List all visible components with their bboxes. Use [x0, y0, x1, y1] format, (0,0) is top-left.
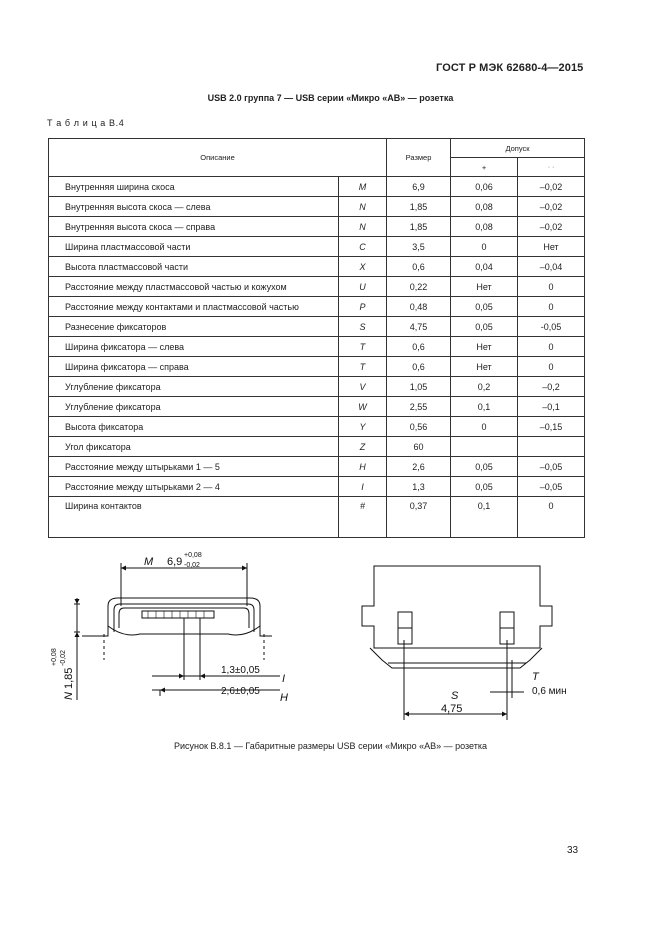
h-dimension-label: H	[280, 692, 288, 704]
row-tolerance-minus: -0,05	[518, 317, 585, 337]
row-description: Расстояние между контактами и пластмассовой частью	[49, 297, 339, 317]
row-tolerance-plus: 0,05	[451, 477, 518, 497]
section-title: USB 2.0 группа 7 — USB серии «Микро «АВ» — розетка	[207, 93, 454, 103]
header-tolerance: Допуск	[451, 139, 585, 158]
s-dimension-label: S	[451, 690, 459, 702]
header-description: Описание	[49, 139, 387, 177]
row-description: Углубление фиксатора	[49, 397, 339, 417]
row-description: Угол фиксатора	[49, 437, 339, 457]
header-minus: · ·	[518, 158, 585, 177]
row-symbol: N	[339, 217, 387, 237]
row-tolerance-minus: –0,04	[518, 257, 585, 277]
row-symbol: V	[339, 377, 387, 397]
s-dimension-value: 4,75	[441, 703, 463, 715]
row-tolerance-minus: 0	[518, 337, 585, 357]
row-tolerance-minus: 0	[518, 497, 585, 538]
row-tolerance-plus: 0,05	[451, 317, 518, 337]
row-tolerance-minus: –0,05	[518, 477, 585, 497]
row-symbol: S	[339, 317, 387, 337]
n-value: 1,85	[63, 667, 75, 689]
page-number: 33	[567, 845, 579, 856]
row-symbol: W	[339, 397, 387, 417]
i-dimension-value: 1,3±0,05	[221, 665, 260, 676]
row-tolerance-plus: 0,1	[451, 497, 518, 538]
n-prefix: N	[63, 692, 75, 700]
row-description: Расстояние между штырьками 2 — 4	[49, 477, 339, 497]
row-size: 3,5	[387, 237, 451, 257]
t-dimension-label: T	[532, 671, 539, 683]
row-description: Высота фиксатора	[49, 417, 339, 437]
header-size: Размер	[387, 139, 451, 177]
row-size: 0,6	[387, 357, 451, 377]
row-size: 0,6	[387, 337, 451, 357]
row-symbol: T	[339, 337, 387, 357]
figure-caption: Рисунок В.8.1 — Габаритные размеры USB серии «Микро «АВ» — розетка	[173, 741, 488, 751]
row-tolerance-plus: Нет	[451, 337, 518, 357]
row-symbol: Z	[339, 437, 387, 457]
m-tolerance-minus: -0,02	[184, 562, 200, 569]
row-tolerance-minus: –0,02	[518, 197, 585, 217]
row-symbol: H	[339, 457, 387, 477]
row-size: 0,6	[387, 257, 451, 277]
row-tolerance-minus: –0,02	[518, 217, 585, 237]
row-tolerance-minus: –0,2	[518, 377, 585, 397]
h-dimension-value: 2,6±0,05	[221, 686, 260, 697]
n-tolerance-plus: +0,08	[51, 648, 58, 666]
row-tolerance-minus: –0,15	[518, 417, 585, 437]
row-description: Разнесение фиксаторов	[49, 317, 339, 337]
row-description: Внутренняя ширина скоса	[49, 177, 339, 197]
row-size: 2,55	[387, 397, 451, 417]
row-tolerance-plus: 0	[451, 417, 518, 437]
row-description: Ширина фиксатора — слева	[49, 337, 339, 357]
row-size: 2,6	[387, 457, 451, 477]
row-size: 1,3	[387, 477, 451, 497]
row-tolerance-plus: 0,08	[451, 197, 518, 217]
row-tolerance-plus: 0,08	[451, 217, 518, 237]
row-tolerance-plus: Нет	[451, 357, 518, 377]
row-tolerance-plus: Нет	[451, 277, 518, 297]
m-tolerance-plus: +0,08	[184, 552, 202, 559]
row-tolerance-minus: 0	[518, 357, 585, 377]
row-tolerance-minus: Нет	[518, 237, 585, 257]
m-label: M	[144, 556, 154, 568]
row-description: Углубление фиксатора	[49, 377, 339, 397]
row-size: 0,56	[387, 417, 451, 437]
row-description: Высота пластмассовой части	[49, 257, 339, 277]
row-symbol: T	[339, 357, 387, 377]
row-tolerance-minus: –0,1	[518, 397, 585, 417]
row-description: Внутренняя высота скоса — справа	[49, 217, 339, 237]
row-description: Расстояние между штырьками 1 — 5	[49, 457, 339, 477]
row-tolerance-minus: –0,05	[518, 457, 585, 477]
row-tolerance-plus: 0,06	[451, 177, 518, 197]
row-size: 0,37	[387, 497, 451, 538]
row-tolerance-minus: 0	[518, 277, 585, 297]
row-symbol: P	[339, 297, 387, 317]
row-symbol: C	[339, 237, 387, 257]
row-symbol: #	[339, 497, 387, 538]
row-tolerance-plus: 0,05	[451, 297, 518, 317]
t-dimension-value: 0,6 мин	[532, 686, 567, 697]
row-size: 0,48	[387, 297, 451, 317]
table-label: Т а б л и ц а В.4	[47, 118, 125, 128]
row-size: 6,9	[387, 177, 451, 197]
row-size: 1,05	[387, 377, 451, 397]
m-value: 6,9	[167, 556, 183, 568]
row-tolerance-plus: 0,05	[451, 457, 518, 477]
row-description: Расстояние между пластмассовой частью и кожухом	[49, 277, 339, 297]
document-header: ГОСТ Р МЭК 62680-4—2015	[436, 62, 584, 74]
front-view-drawing	[74, 563, 280, 700]
row-tolerance-minus: –0,02	[518, 177, 585, 197]
row-description: Ширина фиксатора — справа	[49, 357, 339, 377]
row-symbol: Y	[339, 417, 387, 437]
row-size: 4,75	[387, 317, 451, 337]
row-tolerance-plus: 0,1	[451, 397, 518, 417]
row-tolerance-plus: 0	[451, 237, 518, 257]
row-description: Ширина пластмассовой части	[49, 237, 339, 257]
row-tolerance-plus: 0,2	[451, 377, 518, 397]
row-description: Ширина контактов	[49, 497, 339, 538]
row-symbol: N	[339, 197, 387, 217]
row-size: 0,22	[387, 277, 451, 297]
row-size: 1,85	[387, 217, 451, 237]
row-symbol: U	[339, 277, 387, 297]
row-description: Внутренняя высота скоса — слева	[49, 197, 339, 217]
row-symbol: M	[339, 177, 387, 197]
header-plus: +	[451, 158, 518, 177]
i-dimension-label: I	[282, 673, 286, 685]
row-symbol: I	[339, 477, 387, 497]
row-size: 60	[387, 437, 451, 457]
n-tolerance-minus: -0,02	[60, 650, 67, 666]
row-symbol: X	[339, 257, 387, 277]
row-tolerance-minus: 0	[518, 297, 585, 317]
row-tolerance-plus: 0,04	[451, 257, 518, 277]
row-size: 1,85	[387, 197, 451, 217]
